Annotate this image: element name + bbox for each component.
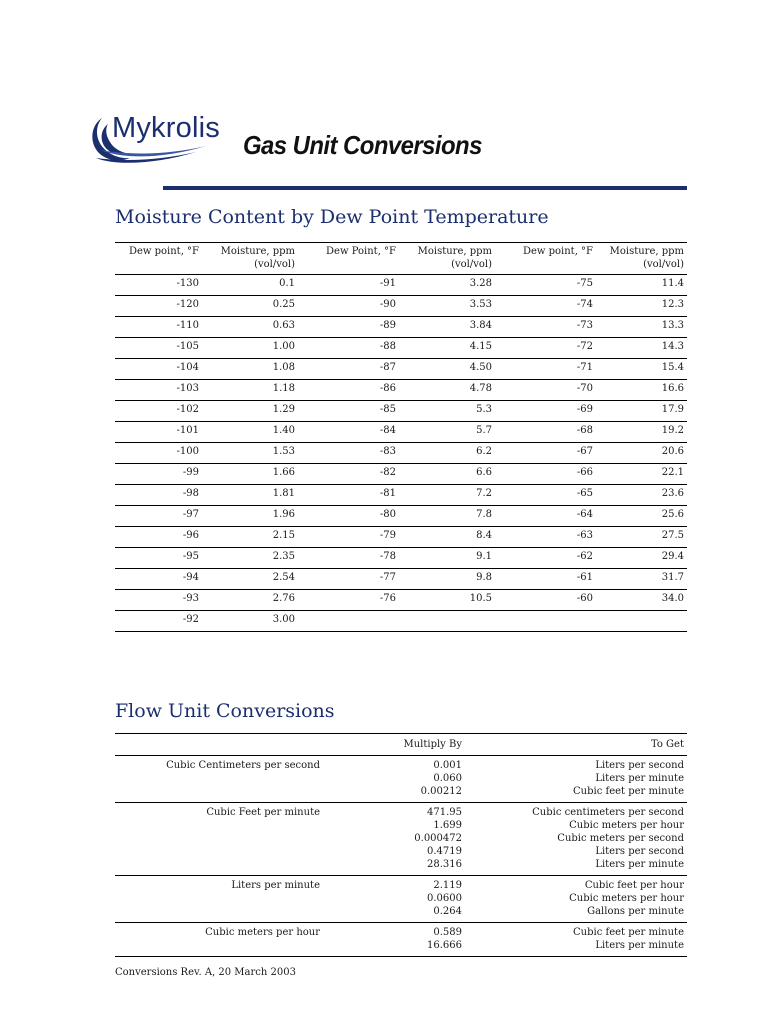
flow-group-row	[115, 803, 687, 876]
table-cell: 17.9	[596, 401, 687, 422]
table-cell: -85	[298, 401, 399, 422]
table-cell: 4.50	[399, 359, 495, 380]
to-unit-value: Cubic feet per minute	[573, 786, 684, 797]
header-line: Dew Point, °F	[326, 246, 396, 257]
flow-column-header: To Get	[465, 734, 687, 756]
table-cell: 12.3	[596, 296, 687, 317]
header-line: Dew point, °F	[128, 246, 199, 257]
table-cell: 3.00	[202, 611, 298, 632]
multiplier-value: 28.316	[427, 859, 462, 870]
table-cell: 1.18	[202, 380, 298, 401]
table-cell: 0.25	[202, 296, 298, 317]
flow-table-body	[115, 756, 687, 957]
table-cell: 1.81	[202, 485, 298, 506]
table-cell: 2.76	[202, 590, 298, 611]
table-cell: 4.15	[399, 338, 495, 359]
table-cell: 8.4	[399, 527, 495, 548]
table-cell: 29.4	[596, 548, 687, 569]
table-cell: -82	[298, 464, 399, 485]
table-cell	[298, 611, 399, 632]
table-cell: -99	[115, 464, 202, 485]
multiplier-cell	[323, 876, 465, 923]
table-cell: -98	[115, 485, 202, 506]
table-cell: -76	[298, 590, 399, 611]
table-cell: -78	[298, 548, 399, 569]
flow-section-heading: Flow Unit Conversions	[115, 700, 335, 722]
table-cell	[495, 611, 596, 632]
to-unit-value: Cubic meters per second	[557, 833, 684, 844]
multiplier-value: 0.589	[433, 927, 462, 938]
table-cell: -60	[495, 590, 596, 611]
table-cell: -104	[115, 359, 202, 380]
table-row	[115, 380, 687, 401]
table-cell: -80	[298, 506, 399, 527]
table-cell: 1.40	[202, 422, 298, 443]
to-unit-value: Liters per second	[595, 846, 684, 857]
table-cell: -94	[115, 569, 202, 590]
flow-group-row	[115, 923, 687, 957]
table-cell: 0.1	[202, 275, 298, 296]
moisture-column-header	[115, 243, 202, 275]
to-unit-value: Liters per minute	[595, 859, 684, 870]
table-cell: -93	[115, 590, 202, 611]
table-row	[115, 569, 687, 590]
table-cell: -105	[115, 338, 202, 359]
flow-header-row	[115, 734, 687, 756]
multiplier-value: 0.4719	[427, 846, 462, 857]
to-unit-value: Cubic centimeters per second	[532, 807, 684, 818]
table-row	[115, 527, 687, 548]
table-cell: 13.3	[596, 317, 687, 338]
flow-column-header: Multiply By	[323, 734, 465, 756]
table-cell: -61	[495, 569, 596, 590]
table-cell: 22.1	[596, 464, 687, 485]
moisture-column-header	[495, 243, 596, 275]
multiplier-value: 0.00212	[420, 786, 462, 797]
table-cell: 3.28	[399, 275, 495, 296]
table-cell: 1.08	[202, 359, 298, 380]
table-cell: 31.7	[596, 569, 687, 590]
table-row	[115, 296, 687, 317]
table-cell: 1.96	[202, 506, 298, 527]
from-unit-cell: Cubic Centimeters per second	[115, 756, 323, 803]
to-unit-value: Liters per second	[595, 760, 684, 771]
moisture-column-header	[399, 243, 495, 275]
multiplier-value: 0.0600	[427, 893, 462, 904]
table-cell: -95	[115, 548, 202, 569]
table-cell: 1.00	[202, 338, 298, 359]
table-row	[115, 275, 687, 296]
table-cell: 7.8	[399, 506, 495, 527]
table-row	[115, 485, 687, 506]
table-cell: -90	[298, 296, 399, 317]
document-title: Gas Unit Conversions	[243, 130, 482, 160]
table-row	[115, 464, 687, 485]
table-cell: 1.66	[202, 464, 298, 485]
table-cell: -88	[298, 338, 399, 359]
multiplier-value: 471.95	[427, 807, 462, 818]
table-cell: 6.2	[399, 443, 495, 464]
table-cell: 19.2	[596, 422, 687, 443]
table-cell: 4.78	[399, 380, 495, 401]
table-cell: 11.4	[596, 275, 687, 296]
multiplier-cell	[323, 923, 465, 957]
multiplier-value: 0.000472	[414, 833, 462, 844]
table-row	[115, 359, 687, 380]
header-line-unit: (vol/vol)	[643, 259, 684, 270]
table-cell: -130	[115, 275, 202, 296]
to-unit-cell	[465, 923, 687, 957]
table-cell: -70	[495, 380, 596, 401]
table-row	[115, 548, 687, 569]
table-cell: -74	[495, 296, 596, 317]
table-cell: 34.0	[596, 590, 687, 611]
moisture-column-header	[202, 243, 298, 275]
table-cell: -68	[495, 422, 596, 443]
table-cell: 16.6	[596, 380, 687, 401]
table-row	[115, 317, 687, 338]
table-cell: -103	[115, 380, 202, 401]
flow-column-header	[115, 734, 323, 756]
multiplier-cell	[323, 803, 465, 876]
table-cell: -71	[495, 359, 596, 380]
from-unit-cell: Cubic Feet per minute	[115, 803, 323, 876]
multiplier-value: 16.666	[427, 940, 462, 951]
table-cell: -89	[298, 317, 399, 338]
to-unit-cell	[465, 756, 687, 803]
table-cell: 9.8	[399, 569, 495, 590]
table-cell: -84	[298, 422, 399, 443]
table-cell	[596, 611, 687, 632]
to-unit-value: Gallons per minute	[587, 906, 684, 917]
table-cell: -65	[495, 485, 596, 506]
header-line: Moisture, ppm	[417, 246, 492, 257]
from-unit-cell: Liters per minute	[115, 876, 323, 923]
to-unit-value: Liters per minute	[595, 773, 684, 784]
to-unit-value: Cubic feet per hour	[584, 880, 684, 891]
table-cell: 2.54	[202, 569, 298, 590]
moisture-table-body	[115, 275, 687, 632]
table-cell: -62	[495, 548, 596, 569]
table-cell: 2.35	[202, 548, 298, 569]
table-cell: -66	[495, 464, 596, 485]
table-cell: 14.3	[596, 338, 687, 359]
title-divider	[163, 186, 687, 190]
table-cell: 15.4	[596, 359, 687, 380]
table-row	[115, 443, 687, 464]
flow-group-row	[115, 756, 687, 803]
table-cell: -120	[115, 296, 202, 317]
table-cell: -64	[495, 506, 596, 527]
table-row	[115, 401, 687, 422]
table-cell: 1.29	[202, 401, 298, 422]
multiplier-value: 2.119	[433, 880, 462, 891]
header-line-unit: (vol/vol)	[451, 259, 492, 270]
table-cell: 27.5	[596, 527, 687, 548]
to-unit-cell	[465, 803, 687, 876]
table-cell: -87	[298, 359, 399, 380]
table-cell: -96	[115, 527, 202, 548]
table-cell: -73	[495, 317, 596, 338]
table-row	[115, 611, 687, 632]
to-unit-value: Cubic feet per minute	[573, 927, 684, 938]
table-cell: 1.53	[202, 443, 298, 464]
multiplier-value: 0.060	[433, 773, 462, 784]
multiplier-value: 0.264	[433, 906, 462, 917]
table-cell: 3.53	[399, 296, 495, 317]
multiplier-value: 1.699	[433, 820, 462, 831]
table-cell: 20.6	[596, 443, 687, 464]
table-cell: 9.1	[399, 548, 495, 569]
table-cell: -77	[298, 569, 399, 590]
brand-name: Mykrolis	[112, 112, 220, 144]
table-cell: 3.84	[399, 317, 495, 338]
table-cell: -110	[115, 317, 202, 338]
flow-group-row	[115, 876, 687, 923]
table-cell: -102	[115, 401, 202, 422]
table-cell: 5.7	[399, 422, 495, 443]
table-cell: -67	[495, 443, 596, 464]
table-cell: -75	[495, 275, 596, 296]
moisture-column-header	[596, 243, 687, 275]
table-cell: -69	[495, 401, 596, 422]
footer-revision-note: Conversions Rev. A, 20 March 2003	[115, 967, 296, 978]
multiplier-cell	[323, 756, 465, 803]
multiplier-value: 0.001	[433, 760, 462, 771]
moisture-section-heading: Moisture Content by Dew Point Temperature	[115, 206, 549, 228]
header-line: Moisture, ppm	[609, 246, 684, 257]
table-cell: -86	[298, 380, 399, 401]
table-cell: -72	[495, 338, 596, 359]
table-cell: -100	[115, 443, 202, 464]
table-cell: -101	[115, 422, 202, 443]
table-row	[115, 338, 687, 359]
table-cell: -92	[115, 611, 202, 632]
moisture-table	[115, 242, 687, 632]
table-cell: -91	[298, 275, 399, 296]
to-unit-value: Cubic meters per hour	[569, 820, 684, 831]
table-cell: -63	[495, 527, 596, 548]
moisture-header-row	[115, 243, 687, 275]
to-unit-cell	[465, 876, 687, 923]
table-cell: -79	[298, 527, 399, 548]
table-cell: 5.3	[399, 401, 495, 422]
table-cell: 6.6	[399, 464, 495, 485]
from-unit-cell: Cubic meters per hour	[115, 923, 323, 957]
header-line-unit: (vol/vol)	[254, 259, 295, 270]
header-line: Moisture, ppm	[220, 246, 295, 257]
table-cell: -83	[298, 443, 399, 464]
table-cell: -97	[115, 506, 202, 527]
table-cell	[399, 611, 495, 632]
table-cell: -81	[298, 485, 399, 506]
flow-conversion-table	[115, 733, 687, 957]
table-cell: 25.6	[596, 506, 687, 527]
to-unit-value: Cubic meters per hour	[569, 893, 684, 904]
table-cell: 10.5	[399, 590, 495, 611]
to-unit-value: Liters per minute	[595, 940, 684, 951]
table-row	[115, 506, 687, 527]
moisture-column-header	[298, 243, 399, 275]
table-cell: 0.63	[202, 317, 298, 338]
header-line: Dew point, °F	[522, 246, 593, 257]
table-row	[115, 590, 687, 611]
table-cell: 7.2	[399, 485, 495, 506]
table-cell: 23.6	[596, 485, 687, 506]
table-row	[115, 422, 687, 443]
table-cell: 2.15	[202, 527, 298, 548]
